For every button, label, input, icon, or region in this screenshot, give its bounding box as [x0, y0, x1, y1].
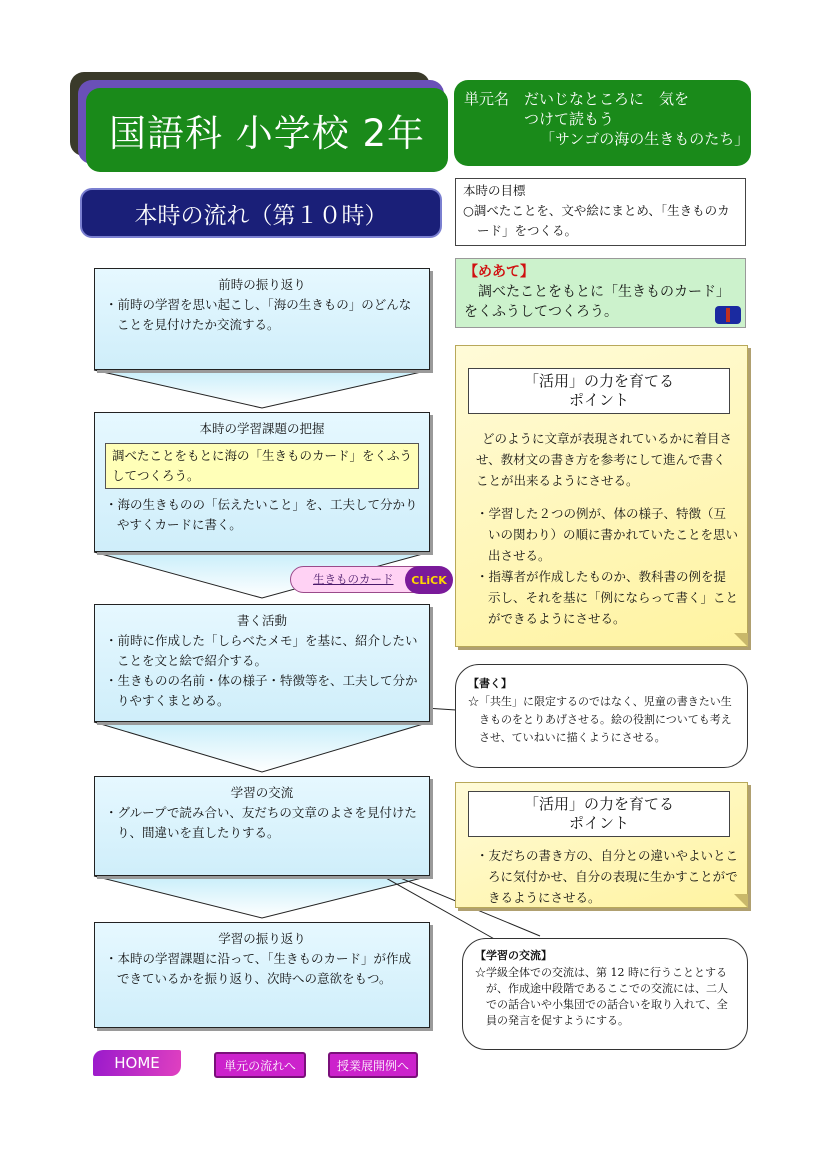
- unit-line: 「サンゴの海の生きものたち」: [540, 130, 750, 148]
- point-heading-line: ポイント: [568, 814, 629, 832]
- point-item: ・学習した２つの例が、体の様子、特徴（互いの関わり）の順に書かれていたことを思い出させる。: [476, 506, 739, 563]
- card-link[interactable]: 生きものカード: [290, 566, 440, 593]
- step-review-previous: [94, 268, 430, 370]
- bubble-write: [455, 664, 748, 768]
- book-icon[interactable]: [715, 306, 741, 324]
- bubble-heading: 【学習の交流】: [475, 949, 552, 962]
- step-writing: [94, 604, 430, 722]
- point-body: [476, 428, 738, 629]
- meate-box: [455, 258, 746, 328]
- step-title: 学習の交流: [230, 785, 294, 800]
- task-highlight: 調べたことをもとに海の「生きものカード」をくふうしてつくろう。: [105, 443, 419, 489]
- point-item: ・指導者が作成したものか、教科書の例を提示し、それを基に「例にならって書く」ことができるようにさせる。: [476, 569, 739, 626]
- step-item: ・前時に作成した「しらべたメモ」を基に、紹介したいことを文と絵で紹介する。: [105, 633, 418, 668]
- step-title: 本時の学習課題の把握: [199, 421, 325, 436]
- point-note-1: [455, 345, 748, 647]
- flow-arrow-1: [94, 370, 430, 408]
- point-body: [476, 845, 738, 908]
- home-button[interactable]: HOME: [93, 1050, 181, 1076]
- page-fold: [734, 633, 748, 647]
- unit-flow-button[interactable]: 単元の流れへ: [214, 1052, 306, 1078]
- step-item: ・本時の学習課題に沿って、「生きものカード」が作成できているかを振り返り、次時への意欲をもつ。: [105, 951, 412, 986]
- lesson-example-button[interactable]: 授業展開例へ: [328, 1052, 418, 1078]
- flow-arrow-4: [94, 876, 430, 918]
- bubble-text: ☆学級全体での交流は、第 12 時に行うこととするが、作成途中段階であるここでの交流には、二人での話合いや小集団での話合いを取り入れて、全員の発言を促すようにする。: [475, 966, 728, 1027]
- point-note-2: [455, 782, 748, 908]
- meate-text: 調べたことをもとに「生きものカード」をくふうしてつくろう。: [464, 284, 730, 320]
- bubble-text: ☆「共生」に限定するのではなく、児童の書きたい生きものをとりあげさせる。絵の役割についても考えさせ、ていねいに描くようにさせる。: [468, 695, 732, 744]
- point-heading-line: 「活用」の力を育てる: [523, 372, 674, 390]
- step-item: ・生きものの名前・体の様子・特徴等を、工夫して分かりやすくまとめる。: [105, 673, 418, 708]
- step-title: 学習の振り返り: [218, 931, 306, 946]
- page-fold: [734, 894, 748, 908]
- unit-line: つけて読もう: [524, 110, 615, 128]
- bubble-exchange: [462, 938, 748, 1050]
- point-heading: [468, 791, 730, 837]
- unit-line: 単元名 だいじなところに 気を: [464, 90, 690, 108]
- flow-arrow-3: [94, 722, 430, 772]
- point-heading-line: 「活用」の力を育てる: [523, 795, 674, 813]
- flow-title: 本時の流れ（第１０時）: [80, 188, 442, 238]
- step-item: ・グループで読み合い、友だちの文章のよさを見付けたり、間違いを直したりする。: [105, 805, 417, 840]
- step-item: ・前時の学習を思い起こし、「海の生きもの」のどんなことを見付けたか交流する。: [105, 297, 412, 332]
- point-heading-line: ポイント: [568, 391, 629, 409]
- step-reflection: [94, 922, 430, 1028]
- point-heading: [468, 368, 730, 414]
- unit-name-box: [454, 80, 751, 166]
- step-item: ・海の生きものの「伝えたいこと」を、工夫して分かりやすくカードに書く。: [105, 497, 418, 532]
- goal-box: [455, 178, 746, 246]
- page-title: 国語科 小学校 2年: [86, 88, 448, 172]
- bubble-heading: 【書く】: [468, 677, 512, 690]
- click-button[interactable]: CLiCK: [405, 566, 453, 594]
- point-intro: どのように文章が表現されているかに着目させ、教材文の書き方を参考にして進んで書くことが出来るようにさせる。: [476, 431, 733, 488]
- step-exchange: [94, 776, 430, 876]
- step-title: 書く活動: [236, 613, 287, 628]
- step-title: 前時の振り返り: [218, 277, 306, 292]
- step-task-grasp: [94, 412, 430, 552]
- goal-text: ○調べたことを、文や絵にまとめ、「生きものカード」をつくる。: [463, 203, 730, 238]
- goal-heading: 本時の目標: [463, 183, 526, 198]
- meate-label: 【めあて】: [464, 264, 534, 280]
- point-item: ・友だちの書き方の、自分との違いやよいところに気付かせ、自分の表現に生かすことができるようにさせる。: [476, 848, 739, 905]
